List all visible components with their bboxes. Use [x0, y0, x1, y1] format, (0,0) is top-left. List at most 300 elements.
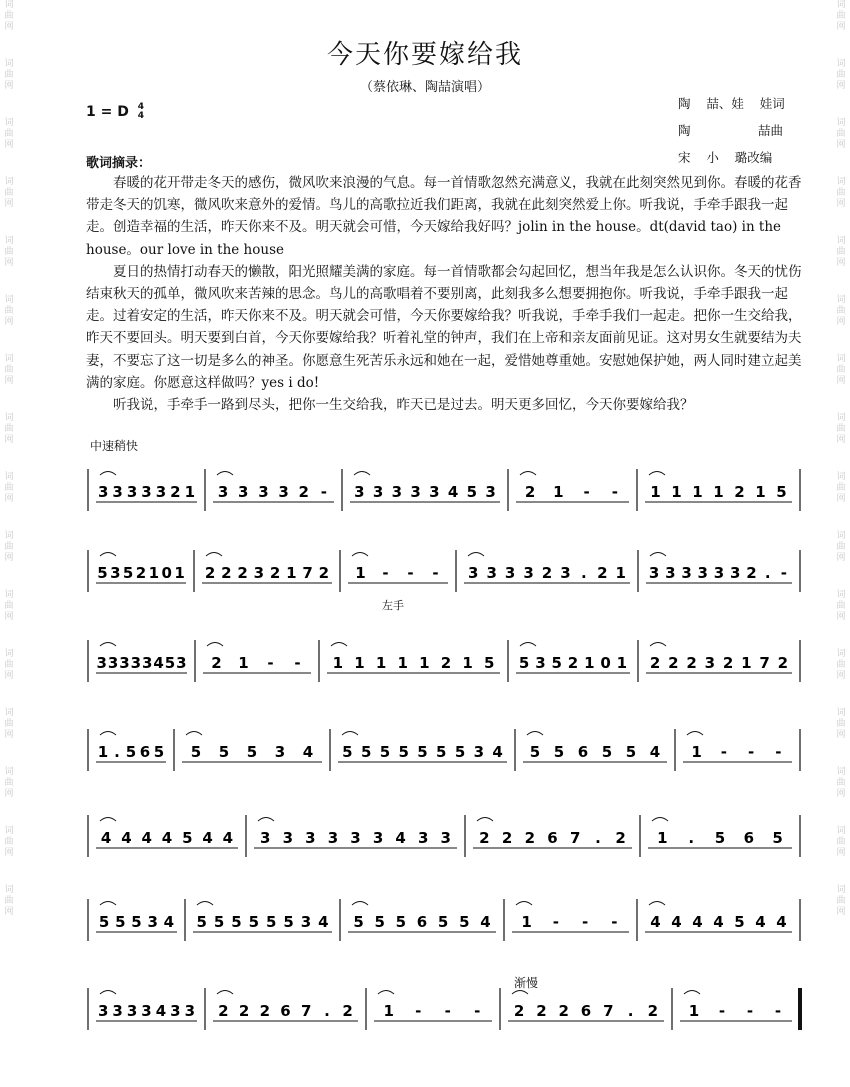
note: - — [382, 564, 389, 582]
articulation-mark — [354, 472, 370, 476]
note: 1 — [615, 564, 626, 582]
watermark-char: 网 — [4, 494, 14, 504]
note: 3 — [410, 483, 421, 501]
note: 5 — [483, 654, 495, 672]
note: 5 — [529, 743, 541, 761]
note: - — [415, 1002, 422, 1020]
note: 4 — [318, 913, 329, 931]
watermark-char: 词 — [836, 649, 846, 659]
note: 5 — [98, 913, 110, 931]
articulation-mark — [217, 472, 233, 476]
note: 3 — [282, 829, 294, 847]
note: 3 — [468, 564, 479, 582]
articulation-mark — [100, 732, 116, 736]
note: 3 — [278, 483, 289, 501]
watermark-char: 词 — [4, 767, 14, 777]
note: 2 — [237, 564, 248, 582]
note: 5 — [379, 743, 391, 761]
note: 3 — [176, 654, 187, 672]
note: - — [267, 654, 274, 672]
note: 3 — [147, 913, 158, 931]
note: 1 — [688, 1002, 700, 1020]
note: 1 — [97, 743, 109, 761]
watermark-char: 词 — [836, 295, 846, 305]
articulation-mark — [100, 643, 116, 647]
note: 4 — [480, 913, 491, 931]
watermark-char: 曲 — [4, 719, 14, 729]
watermark-char: 网 — [836, 199, 846, 209]
note: . — [114, 743, 120, 761]
note: 5 — [153, 743, 165, 761]
watermark-char: 网 — [4, 258, 14, 268]
note: 5 — [122, 564, 134, 582]
note: 1 — [713, 483, 724, 501]
watermark-char: 词 — [4, 236, 14, 246]
note: 3 — [141, 1002, 152, 1020]
note: - — [432, 564, 439, 582]
note: 4 — [395, 829, 406, 847]
note: 5 — [625, 743, 637, 761]
tempo-marking: 中速稍快 — [90, 439, 139, 453]
note: 3 — [253, 564, 265, 582]
lyrics-paragraph: 夏日的热情打动春天的懒散，阳光照耀美满的家庭。每一首情歌都会勾起回忆，想当年我是怎么认识你。冬天的忧伤结束秋天的孤单，微风吹来苦辣的思念。鸟儿的高歌唱着不要别离，此刻我多么想要拥抱你。听我说，手牵手跟我一起走。过着安定的生活，昨天你来不及。明天就会可惜，今天你要嫁给我？听我说，手牵手我们一起走。把你一生交给我，昨天不要回头。明天要到白首，今天你要嫁给我？听着礼堂的钟声，我们在上帝和亲友面前见证。这对男女生就要结为夫妻，不要忘了这一切是多么的神圣。你愿意生死苦乐永远和她在一起，爱惜她尊重她。安慰她保护她，两人同时建立起美满的家庭。你愿意这样做吗？yes i do! — [86, 263, 802, 391]
note: - — [748, 743, 755, 761]
watermark-char: 词 — [4, 826, 14, 836]
note: 3 — [372, 483, 384, 501]
note: . — [595, 829, 601, 847]
watermark-char: 词 — [4, 649, 14, 659]
note: 1 — [355, 564, 366, 582]
note: 5 — [246, 743, 258, 761]
watermark-char: 词 — [836, 826, 846, 836]
articulation-mark — [217, 991, 233, 995]
watermark-char: 曲 — [836, 719, 846, 729]
note: - — [474, 1002, 481, 1020]
note: 1 — [650, 483, 661, 501]
articulation-mark — [512, 991, 528, 995]
note: 1 — [755, 483, 766, 501]
watermark-char: 曲 — [4, 365, 14, 375]
note: 1 — [184, 483, 196, 501]
note: 2 — [524, 829, 536, 847]
note: 3 — [97, 1002, 109, 1020]
watermark-char: 词 — [836, 59, 846, 69]
watermark-char: 词 — [4, 590, 14, 600]
note: . — [764, 564, 771, 582]
note: 3 — [704, 654, 716, 672]
note: 2 — [541, 564, 553, 582]
note: 4 — [649, 743, 661, 761]
note: 5 — [196, 913, 207, 931]
note: 4 — [713, 913, 724, 931]
note: 3 — [485, 483, 496, 501]
note: 5 — [398, 743, 409, 761]
note: 7 — [302, 564, 313, 582]
note: 5 — [125, 743, 137, 761]
note: 4 — [776, 913, 787, 931]
note: 6 — [547, 829, 558, 847]
articulation-mark — [650, 643, 666, 647]
time-sig-bottom: 4 — [137, 111, 144, 121]
articulation-mark — [100, 472, 116, 476]
note: 2 — [722, 654, 734, 672]
watermark-char: 网 — [4, 789, 14, 799]
note: 3 — [535, 654, 546, 672]
articulation-mark — [100, 818, 116, 822]
note: 3 — [141, 483, 152, 501]
watermark-char: 曲 — [4, 70, 14, 80]
watermark-char: 词 — [836, 236, 846, 246]
watermark-char: 曲 — [836, 11, 846, 21]
note: 2 — [318, 564, 330, 582]
articulation-mark — [649, 902, 665, 906]
note: 2 — [218, 1002, 229, 1020]
watermark-char: 曲 — [4, 601, 14, 611]
articulation-mark — [650, 553, 666, 557]
note: 3 — [473, 743, 485, 761]
note: 4 — [141, 829, 152, 847]
watermark-char: 网 — [4, 730, 14, 740]
articulation-mark — [100, 553, 116, 557]
note: 2 — [558, 1002, 569, 1020]
note: . — [581, 564, 587, 582]
articulation-mark — [378, 991, 394, 995]
articulation-mark — [331, 643, 347, 647]
note: 4 — [302, 743, 314, 761]
note: 3 — [486, 564, 497, 582]
note: 3 — [96, 654, 107, 672]
note: 5 — [374, 913, 385, 931]
articulation-mark — [206, 553, 222, 557]
note: 1 — [354, 654, 365, 672]
note: 5 — [231, 913, 242, 931]
note: 4 — [100, 829, 112, 847]
note: - — [718, 1002, 726, 1020]
watermark-char: 网 — [836, 258, 846, 268]
note: 2 — [777, 654, 789, 672]
note: 5 — [776, 483, 787, 501]
note: 4 — [121, 829, 132, 847]
note: 7 — [569, 829, 581, 847]
key-label: 1 = D — [86, 104, 129, 120]
note: 3 — [697, 564, 708, 582]
watermark-char: 曲 — [836, 837, 846, 847]
note: 3 — [372, 829, 384, 847]
note: 5 — [395, 913, 407, 931]
note: 2 — [615, 829, 626, 847]
note: 3 — [730, 564, 741, 582]
watermark-char: 词 — [836, 0, 846, 10]
credit-arranger: 宋 小 璐改编 — [678, 150, 773, 165]
note: 5 — [551, 654, 562, 672]
lyrics-paragraph: 春暖的花开带走冬天的感伤，微风吹来浪漫的气息。每一首情歌忽然充满意义，我就在此刻突然见到你。春暖的花香带走冬天的饥寒，微风吹来意外的爱情。鸟儿的高歌拉近我们距离，我就在此刻突然爱上你。听我说，手牵手跟我一起走。创造幸福的生活，昨天你来不及。明天就会可惜，今天嫁给我好吗？jolin in the house。dt(david tao) in the house。our love in the house — [86, 175, 802, 258]
watermark-char: 曲 — [836, 188, 846, 198]
articulation-mark — [342, 732, 358, 736]
watermark-char: 曲 — [4, 129, 14, 139]
note: 4 — [153, 654, 164, 672]
watermark-char: 网 — [4, 140, 14, 150]
note: - — [746, 1002, 754, 1020]
note: 2 — [668, 654, 679, 672]
note: 5 — [248, 913, 260, 931]
note: 2 — [513, 1002, 525, 1020]
articulation-mark — [684, 991, 700, 995]
watermark-char: 词 — [4, 295, 14, 305]
note: 3 — [665, 564, 676, 582]
note: 5 — [97, 564, 108, 582]
watermark-char: 词 — [836, 413, 846, 423]
watermark-char: 曲 — [4, 11, 14, 21]
lyrics-heading: 歌词摘录： — [86, 156, 152, 171]
performer-subtitle: （蔡依琳、陶喆演唱） — [359, 80, 490, 95]
note: 3 — [354, 483, 365, 501]
note: 3 — [217, 483, 229, 501]
note: 6 — [577, 743, 589, 761]
articulation-mark — [520, 643, 536, 647]
left-hand-marking: 左手 — [382, 599, 404, 612]
note: 2 — [298, 483, 309, 501]
note: 2 — [269, 564, 281, 582]
note: 4 — [447, 483, 459, 501]
watermark-char: 词 — [836, 885, 846, 895]
note: 6 — [139, 743, 151, 761]
watermark-char: 词 — [4, 531, 14, 541]
note: 3 — [112, 483, 123, 501]
credit-composer: 陶 喆曲 — [678, 123, 784, 138]
watermark-char: 词 — [836, 118, 846, 128]
note: 3 — [141, 654, 153, 672]
watermark-char: 网 — [4, 612, 14, 622]
note: 2 — [746, 564, 757, 582]
watermark-char: 曲 — [4, 188, 14, 198]
watermark-char: 词 — [836, 354, 846, 364]
watermark-char: 曲 — [4, 483, 14, 493]
articulation-mark — [468, 553, 484, 557]
note: 1 — [375, 654, 387, 672]
watermark-char: 曲 — [4, 778, 14, 788]
note: 1 — [584, 654, 595, 672]
note: 2 — [211, 654, 222, 672]
watermark-char: 曲 — [4, 542, 14, 552]
note: 2 — [238, 1002, 250, 1020]
note: 1 — [397, 654, 408, 672]
note: 3 — [327, 829, 339, 847]
credit-lyricist: 陶 喆、娃 娃词 — [678, 96, 785, 111]
note: 4 — [202, 829, 213, 847]
note: 3 — [126, 1002, 138, 1020]
note: 5 — [213, 913, 225, 931]
song-title: 今天你要嫁给我 — [326, 40, 523, 70]
note: - — [320, 483, 328, 501]
watermark-char: 网 — [4, 435, 14, 445]
note: . — [688, 829, 695, 847]
watermark-char: 网 — [836, 81, 846, 91]
note: 1 — [462, 654, 473, 672]
articulation-mark — [258, 818, 274, 822]
note: 1 — [671, 483, 682, 501]
articulation-mark — [687, 732, 703, 736]
articulation-mark — [477, 818, 493, 822]
watermark-char: 曲 — [4, 896, 14, 906]
note: 4 — [155, 1002, 167, 1020]
watermark-char: 曲 — [836, 247, 846, 257]
note: 3 — [130, 654, 142, 672]
note: 5 — [436, 743, 447, 761]
watermark-char: 词 — [4, 885, 14, 895]
note: 5 — [454, 743, 466, 761]
note: 5 — [190, 743, 202, 761]
articulation-mark — [527, 732, 543, 736]
watermark-char: 词 — [836, 708, 846, 718]
note: - — [444, 1002, 451, 1020]
note: 5 — [131, 913, 142, 931]
watermark-char: 词 — [836, 177, 846, 187]
note: 2 — [170, 483, 181, 501]
note: 4 — [755, 913, 766, 931]
watermark-char: 曲 — [836, 365, 846, 375]
note: 2 — [536, 1002, 547, 1020]
articulation-mark — [207, 643, 223, 647]
watermark-char: 词 — [836, 590, 846, 600]
note: 5 — [437, 913, 449, 931]
note: 3 — [350, 829, 361, 847]
note: 2 — [524, 483, 536, 501]
note: 3 — [112, 1002, 123, 1020]
watermark-char: 曲 — [836, 542, 846, 552]
note: 2 — [647, 1002, 659, 1020]
watermark-char: 网 — [4, 848, 14, 858]
watermark-char: 网 — [836, 848, 846, 858]
note: - — [582, 913, 589, 931]
note: 3 — [504, 564, 516, 582]
articulation-mark — [352, 553, 368, 557]
watermark-char: 网 — [836, 789, 846, 799]
watermark-char: 曲 — [4, 837, 14, 847]
note: 3 — [119, 654, 130, 672]
note: 5 — [342, 743, 353, 761]
note: 5 — [353, 913, 364, 931]
watermark-char: 词 — [4, 59, 14, 69]
note: 2 — [734, 483, 745, 501]
note: 2 — [479, 829, 490, 847]
watermark-char: 网 — [4, 553, 14, 563]
note: 6 — [580, 1002, 592, 1020]
note: 3 — [648, 564, 660, 582]
watermark-char: 网 — [4, 199, 14, 209]
note: 1 — [419, 654, 430, 672]
watermark-char: 网 — [836, 671, 846, 681]
note: 5 — [714, 829, 726, 847]
watermark-char: 曲 — [836, 896, 846, 906]
note: 4 — [671, 913, 682, 931]
watermark-char: 词 — [836, 767, 846, 777]
note: 5 — [518, 654, 530, 672]
articulation-mark — [652, 818, 668, 822]
note: - — [294, 654, 301, 672]
watermark-char: 曲 — [836, 424, 846, 434]
note: 3 — [258, 483, 269, 501]
note: 3 — [681, 564, 692, 582]
watermark-char: 网 — [836, 494, 846, 504]
note: 6 — [280, 1002, 291, 1020]
note: 2 — [649, 654, 661, 672]
note: 1 — [553, 483, 564, 501]
watermark-char: 曲 — [836, 601, 846, 611]
note: - — [407, 564, 414, 582]
note: - — [552, 913, 559, 931]
note: 4 — [161, 829, 173, 847]
note: 3 — [560, 564, 571, 582]
articulation-mark — [197, 902, 213, 906]
watermark-char: 曲 — [836, 70, 846, 80]
note: 3 — [391, 483, 403, 501]
watermark-char: 网 — [4, 317, 14, 327]
note: - — [780, 564, 788, 582]
watermark-char: 词 — [4, 177, 14, 187]
note: 3 — [274, 743, 286, 761]
note: 5 — [772, 829, 783, 847]
watermark-char: 网 — [836, 553, 846, 563]
note: . — [627, 1002, 634, 1020]
watermark-char: 网 — [836, 376, 846, 386]
note: 3 — [184, 1002, 196, 1020]
watermark-char: 词 — [4, 708, 14, 718]
note: - — [583, 483, 590, 501]
note: 2 — [567, 654, 579, 672]
note: 2 — [440, 654, 452, 672]
note: 1 — [332, 654, 344, 672]
note: 2 — [501, 829, 513, 847]
note: 5 — [283, 913, 294, 931]
watermark-char: 网 — [836, 435, 846, 445]
note: - — [774, 1002, 782, 1020]
note: 2 — [597, 564, 608, 582]
note: 3 — [97, 483, 109, 501]
watermark-char: 曲 — [836, 660, 846, 670]
watermark-char: 网 — [836, 730, 846, 740]
note: 5 — [459, 913, 470, 931]
note: - — [720, 743, 727, 761]
watermark-char: 词 — [836, 531, 846, 541]
note: 3 — [429, 483, 440, 501]
note: 5 — [553, 743, 565, 761]
watermark-char: 曲 — [4, 660, 14, 670]
note: 2 — [135, 564, 147, 582]
watermark-char: 词 — [4, 354, 14, 364]
watermark-char: 曲 — [836, 129, 846, 139]
note: 2 — [686, 654, 697, 672]
note: 3 — [713, 564, 725, 582]
time-sig-top: 4 — [137, 102, 144, 112]
watermark-char: 词 — [4, 118, 14, 128]
watermark-char: 网 — [4, 22, 14, 32]
note: 3 — [126, 483, 138, 501]
note: 2 — [259, 1002, 271, 1020]
note: 3 — [107, 654, 119, 672]
articulation-mark — [352, 902, 368, 906]
note: 5 — [417, 743, 428, 761]
note: 1 — [174, 564, 185, 582]
articulation-mark — [100, 902, 116, 906]
note: 1 — [286, 564, 297, 582]
note: 2 — [342, 1002, 353, 1020]
note: 1 — [741, 654, 752, 672]
articulation-mark — [100, 991, 116, 995]
watermark-char: 曲 — [836, 306, 846, 316]
articulation-mark — [516, 902, 532, 906]
note: 3 — [305, 829, 316, 847]
watermark-char: 网 — [836, 140, 846, 150]
